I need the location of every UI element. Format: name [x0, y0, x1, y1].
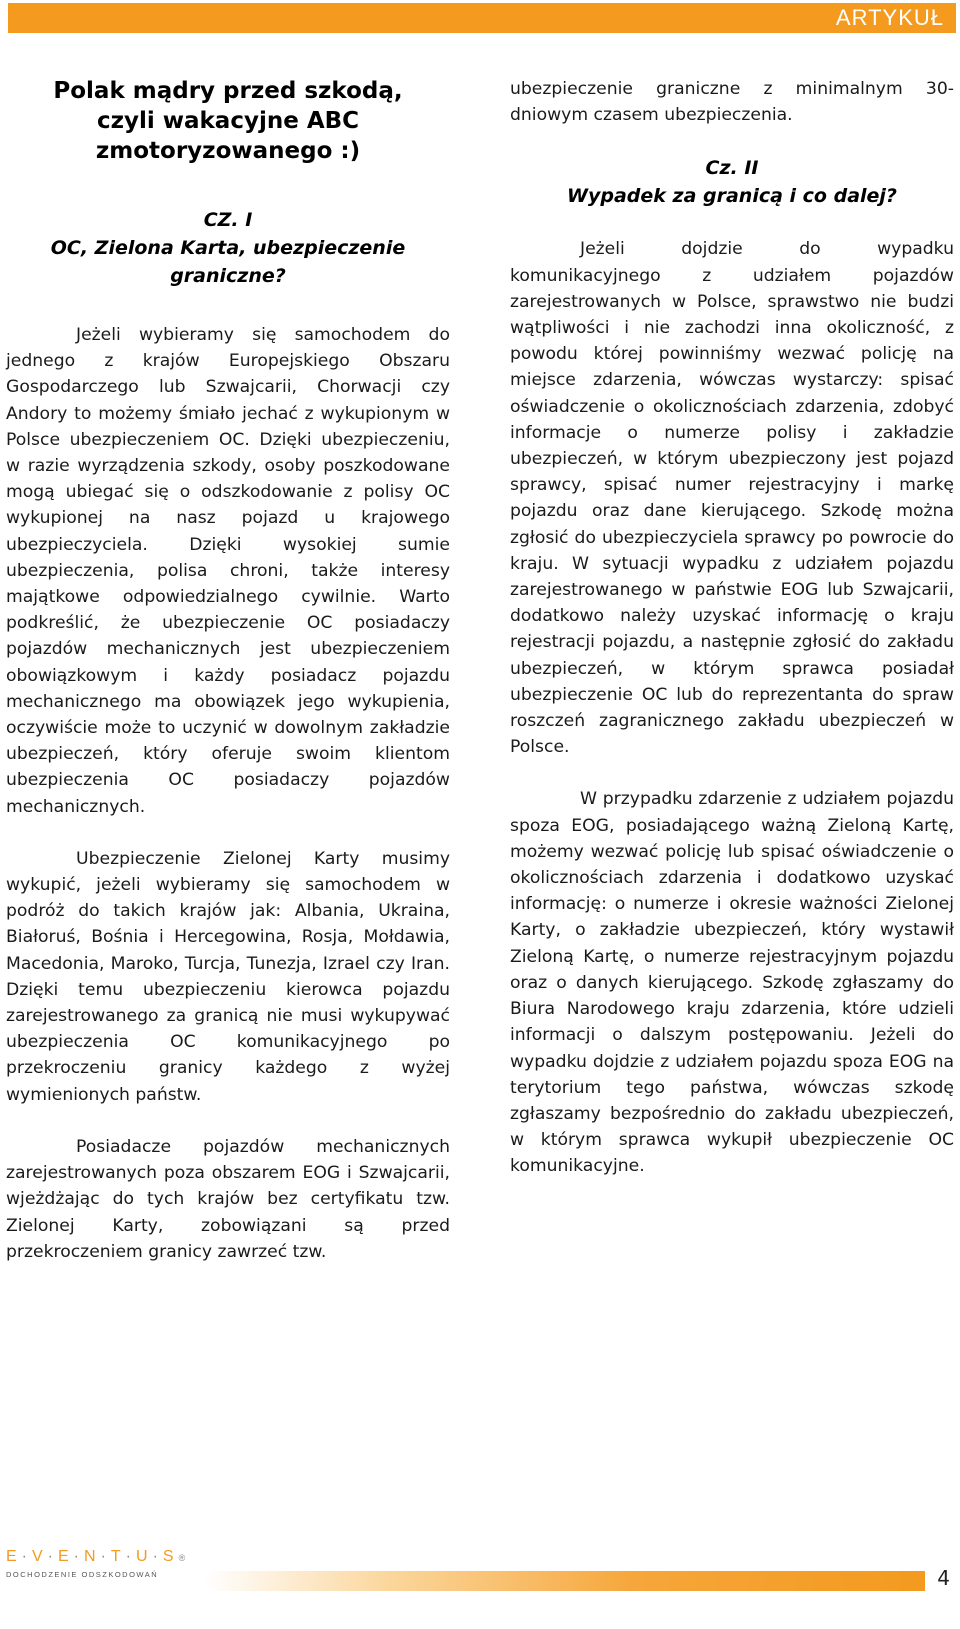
logo-dot: · [125, 1548, 134, 1565]
part1-heading-line-1: CZ. I [203, 209, 253, 231]
logo-letter: S [162, 1548, 177, 1565]
title-line-2: czyli wakacyjne ABC [96, 108, 360, 134]
logo-letter: N [84, 1548, 99, 1565]
logo-letter: V [32, 1548, 46, 1565]
paragraph: Jeżeli wybieramy się samochodem do jednego z krajów Europejskiego Obszaru Gospodarczego lub Szwajcarii, Chorwacji czy Andory to możemy śmiało jechać z wykupionym w Polsce ubezpieczeniem OC. Dzięki ubezpieczeniu, w razie wyrządzenia szkody, osoby poszkodowane mogą ubiegać się o odszkodowanie z polisy OC wykupionej na nasz pojazd u krajowego ubezpieczyciela. Dzięki wysokiej sumie ubezpieczenia, polisa chroni, także interesy majątkowe odpowiedzialnego cywilnie. Warto podkreślić, że ubezpieczenie OC posiadaczy pojazdów mechanicznych jest ubezpieczeniem obowiązkowym i każdy posiadacz pojazdu mechanicznego ma obowiązek jego wykupienia, oczywiście może to uczynić w dowolnym zakładzie ubezpieczeń, który oferuje swoim klientom ubezpieczenia OC posiadaczy pojazdów mechanicznych. [6, 325, 450, 817]
logo-registered-mark: ® [178, 1553, 186, 1563]
section-label: ARTYKUŁ [835, 5, 944, 30]
logo-letter: E [6, 1548, 20, 1565]
logo-letter: E [58, 1548, 72, 1565]
part2-heading-line-1: Cz. II [705, 157, 759, 180]
article-title [6, 76, 450, 166]
right-column [510, 76, 954, 1180]
logo-dot: · [73, 1548, 82, 1565]
part2-heading-line-2: Wypadek za granicą i co dalej? [567, 185, 897, 208]
logo-dot: · [152, 1548, 161, 1565]
footer-gradient-bar [205, 1571, 925, 1591]
logo-letter: U [136, 1548, 151, 1565]
part2-heading [510, 154, 954, 210]
logo-dot: · [47, 1548, 56, 1565]
logo-letter: T [110, 1548, 124, 1565]
logo-dot: · [100, 1548, 109, 1565]
paragraph: Posiadacze pojazdów mechanicznych zarejestrowanych poza obszarem EOG i Szwajcarii, wjeżdżając do tych krajów bez certyfikatu tzw. Zielonej Karty, zobowiązani są przed przekroczeniem granicy zawrzeć tzw. [6, 1136, 450, 1262]
paragraph: Ubezpieczenie Zielonej Karty musimy wykupić, jeżeli wybieramy się samochodem w podróż do takich krajów jak: Albania, Ukraina, Białoruś, Bośnia i Hercegowina, Rosja, Mołdawia, Macedonia, Maroko, Turcja, Tunezja, Izrael czy Iran. Dzięki temu ubezpieczeniu kierowca pojazdu zarejestrowanego za granicą nie musi wykupywać ubezpieczenia OC komunikacyjnego po przekroczeniu granicy każdego z wyżej wymienionych państw. [6, 848, 450, 1105]
logo-dot: · [21, 1548, 30, 1565]
eventus-logo [6, 1548, 206, 1596]
title-line-3: zmotoryzowanego :) [95, 138, 361, 164]
part1-heading-line-2: OC, Zielona Karta, ubezpieczenie [50, 237, 406, 259]
paragraph: ubezpieczenie graniczne z minimalnym 30-dniowym czasem ubezpieczenia. [510, 79, 954, 126]
paragraph: Jeżeli dojdzie do wypadku komunikacyjnego z udziałem pojazdów zarejestrowanych w Polsce, sprawstwo nie budzi wątpliwości i nie zachodzi inna okoliczność, z powodu której powinniśmy wezwać policję na miejsce zdarzenia, wówczas wystarczy: spisać oświadczenie o okolicznościach zdarzenia, zdobyć informacje o numerze polisy i zakładzie ubezpieczeń, w którym ubezpieczony jest pojazd sprawcy, spisać numer rejestracyjny i markę pojazdu oraz dane kierującego. Szkodę można zgłosić do ubezpieczyciela sprawcy po powrocie do kraju. W sytuacji wypadku z udziałem pojazdu zarejestrowanego w państwie EOG lub Szwajcarii, dodatkowo należy uzyskać informację o kraju rejestracji pojazdu, a następnie zgłosić do zakładu ubezpieczeń, w którym sprawca posiadał ubezpieczenie OC lub do reprezentanta do spraw roszczeń zagranicznego zakładu ubezpieczeń w Polsce. [510, 239, 954, 758]
paragraph: W przypadku zdarzenie z udziałem pojazdu spoza EOG, posiadającego ważną Zieloną Kartę, możemy wezwać policję lub spisać oświadczenie o okolicznościach zdarzenia i dodatkowo uzyskać informację: o numerze i okresie ważności Zielonej Karty, o zakładzie ubezpieczeń, który wystawił Zieloną Kartę, o numerze rejestracyjnym pojazdu oraz o danych kierującego. Szkodę zgłaszamy do Biura Narodowego kraju zdarzenia, które udzieli informacji o dalszym postępowaniu. Jeżeli do wypadku dojdzie z udziałem pojazdu spoza EOG na terytorium tego państwa, wówczas szkodę zgłaszamy bezpośrednio do zakładu ubezpieczeń, w którym sprawca wykupił ubezpieczenie OC komunikacyjne. [510, 789, 954, 1177]
part1-heading [6, 206, 450, 290]
logo-wordmark [6, 1548, 206, 1566]
left-column [6, 76, 450, 1265]
header-bar [8, 3, 956, 33]
page-number: 4 [937, 1566, 950, 1590]
title-line-1: Polak mądry przed szkodą, [53, 78, 403, 104]
logo-subtitle: DOCHODZENIE ODSZKODOWAŃ [6, 1570, 159, 1579]
part1-heading-line-3: graniczne? [170, 265, 286, 287]
